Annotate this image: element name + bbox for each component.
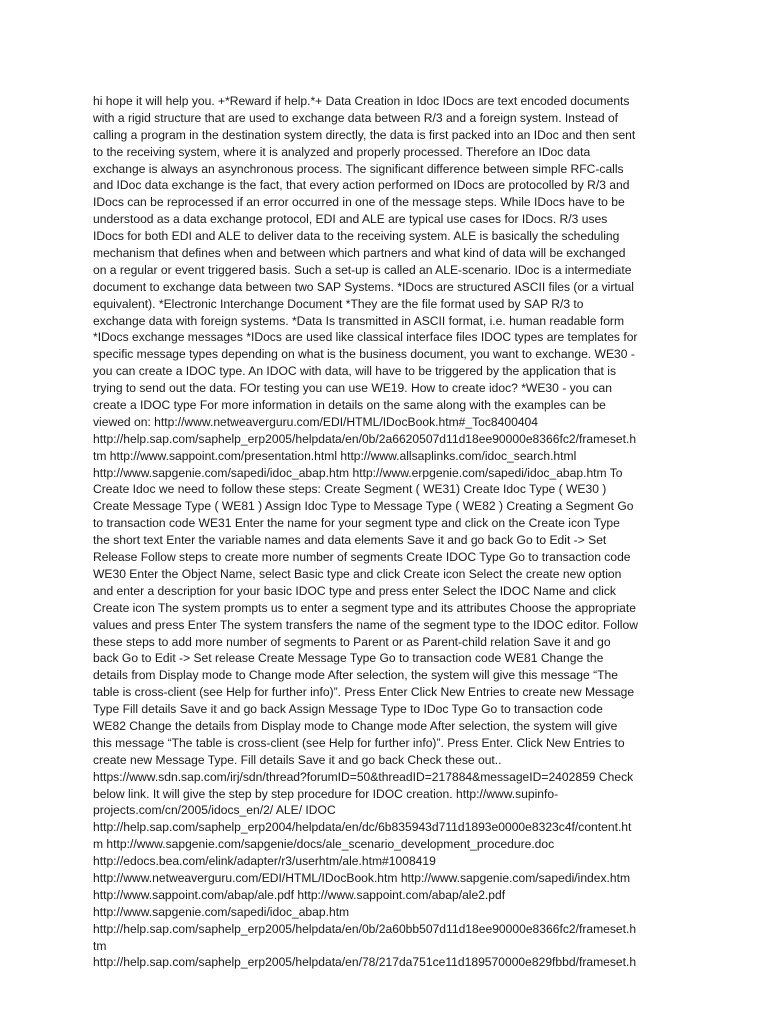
text-line: and IDoc data exchange is the fact, that every action performed on IDocs are protocolled by R/3 and <box>93 178 630 193</box>
text-line: create a IDOC type For more information in details on the same along with the examples can be <box>93 398 606 413</box>
text-line: https://www.sdn.sap.com/irj/sdn/thread?forumID=50&threadID=217884&messageID=2402859 Check <box>93 769 634 784</box>
text-line: http://help.sap.com/saphelp_erp2004/helpdata/en/dc/6b835943d711d1893e0000e8323c4f/content.ht <box>93 820 632 835</box>
text-line: WE30 Enter the Object Name, select Basic type and click Create icon Select the create new option <box>93 566 622 581</box>
text-line: Create icon The system prompts us to enter a segment type and its attributes Choose the appropriate <box>93 600 636 615</box>
text-line: http://www.sappoint.com/abap/ale.pdf http://www.sappoint.com/abap/ale2.pdf <box>93 887 506 902</box>
text-line: IDocs for both EDI and ALE to deliver data to the receiving system. ALE is basically the scheduling <box>93 229 620 244</box>
text-line: *IDocs exchange messages *IDocs are used like classical interface files IDOC types are templates for <box>93 330 638 345</box>
text-line: http://edocs.bea.com/elink/adapter/r3/userhtm/ale.htm#1008419 <box>93 854 436 869</box>
text-line: http://help.sap.com/saphelp_erp2005/helpdata/en/0b/2a6620507d11d18ee90000e8366fc2/frameset.h <box>93 431 637 446</box>
text-line: Type Fill details Save it and go back Assign Message Type to IDoc Type Go to transaction code <box>93 702 603 717</box>
text-line: Create Idoc we need to follow these steps: Create Segment ( WE31) Create Idoc Type ( WE30 ) <box>93 482 607 497</box>
text-line: viewed on: http://www.netweaverguru.com/EDI/HTML/IDocBook.htm#_Toc8400404 <box>93 414 538 429</box>
text-line: exchange is always an asynchronous process. The significant difference between simple RFC-calls <box>93 161 624 176</box>
text-line: trying to send out the data. FOr testing you can use WE19. How to create idoc? *WE30 - you can <box>93 381 612 396</box>
text-line: mechanism that defines when and between which partners and what kind of data will be exchanged <box>93 246 626 261</box>
text-line: you can create a IDOC type. An IDOC with data, will have to be triggered by the application that is <box>93 364 616 379</box>
text-line: with a rigid structure that are used to exchange data between R/3 and a foreign system. Instead of <box>93 110 619 125</box>
text-line: to the receiving system, where it is analyzed and properly processed. Therefore an IDoc data <box>93 144 591 159</box>
text-line: document to exchange data between two SAP Systems. *IDocs are structured ASCII files (or a virtual <box>93 279 634 294</box>
text-line: these steps to add more number of segments to Parent or as Parent-child relation Save it and go <box>93 634 611 649</box>
text-line: the short text Enter the variable names and data elements Save it and go back Go to Edit -> Set <box>93 533 607 548</box>
text-line: exchange data with foreign systems. *Data Is transmitted in ASCII format, i.e. human readable form <box>93 313 625 328</box>
text-line: http://www.netweaverguru.com/EDI/HTML/IDocBook.htm http://www.sapgenie.com/sapedi/index.htm <box>93 870 631 885</box>
text-line: Release Follow steps to create more number of segments Create IDOC Type Go to transaction code <box>93 550 631 565</box>
text-line: http://www.sapgenie.com/sapedi/idoc_abap.htm http://www.erpgenie.com/sapedi/idoc_abap.htm To <box>93 465 623 480</box>
text-line: on a regular or event triggered basis. Such a set-up is called an ALE-scenario. IDoc is a intermediate <box>93 262 632 277</box>
text-line: WE82 Change the details from Display mode to Change mode After selection, the system will give <box>93 718 618 733</box>
text-line: values and press Enter The system transfers the name of the segment type to the IDOC editor. Follow <box>93 617 638 632</box>
text-line: understood as a data exchange protocol, EDI and ALE are typical use cases for IDocs. R/3 uses <box>93 212 608 227</box>
text-line: tm http://www.sappoint.com/presentation.html http://www.allsaplinks.com/idoc_search.html <box>93 448 577 463</box>
text-line: Create Message Type ( WE81 ) Assign Idoc Type to Message Type ( WE82 ) Creating a Segment Go <box>93 499 634 514</box>
text-line: hi hope it will help you. +*Reward if help.*+ Data Creation in Idoc IDocs are text encoded documents <box>93 94 630 108</box>
text-line: and enter a description for your basic IDOC type and press enter Select the IDOC Name and click <box>93 583 616 598</box>
text-line: equivalent). *Electronic Interchange Document *They are the file format used by SAP R/3 to <box>93 296 584 311</box>
text-line: below link. It will give the step by step procedure for IDOC creation. http://www.supinfo- <box>93 786 559 801</box>
text-line: http://www.sapgenie.com/sapedi/idoc_abap.htm <box>93 904 350 919</box>
text-line: http://help.sap.com/saphelp_erp2005/helpdata/en/0b/2a60bb507d11d18ee90000e8366fc2/frameset.h <box>93 921 637 936</box>
document-body <box>93 93 675 971</box>
text-line: calling a program in the destination system directly, the data is first packed into an IDoc and then sent <box>93 127 636 142</box>
text-line: back Go to Edit -> Set release Create Message Type Go to transaction code WE81 Change the <box>93 651 604 666</box>
text-line: this message “The table is cross-client (see Help for further info)”. Press Enter. Click New Entries to <box>93 735 625 750</box>
text-line: table is cross-client (see Help for further info)”. Press Enter Click New Entries to create new Message <box>93 685 635 700</box>
text-line: specific message types depending on what is the business document, you want to exchange. WE30 - <box>93 347 635 362</box>
text-line: IDocs can be reprocessed if an error occurred in one of the message steps. While IDocs have to be <box>93 195 625 210</box>
text-line: projects.com/cn/2005/idocs_en/2/ ALE/ IDOC <box>93 803 336 818</box>
text-line: create new Message Type. Fill details Save it and go back Check these out.. <box>93 752 502 767</box>
text-line: details from Display mode to Change mode After selection, the system will give this message “The <box>93 668 618 683</box>
text-line: tm <box>93 938 107 953</box>
text-line: m http://www.sapgenie.com/sapgenie/docs/ale_scenario_development_procedure.doc <box>93 837 555 852</box>
text-line: http://help.sap.com/saphelp_erp2005/helpdata/en/78/217da751ce11d189570000e829fbbd/frameset.h <box>93 955 637 970</box>
text-line: to transaction code WE31 Enter the name for your segment type and click on the Create icon Type <box>93 516 620 531</box>
